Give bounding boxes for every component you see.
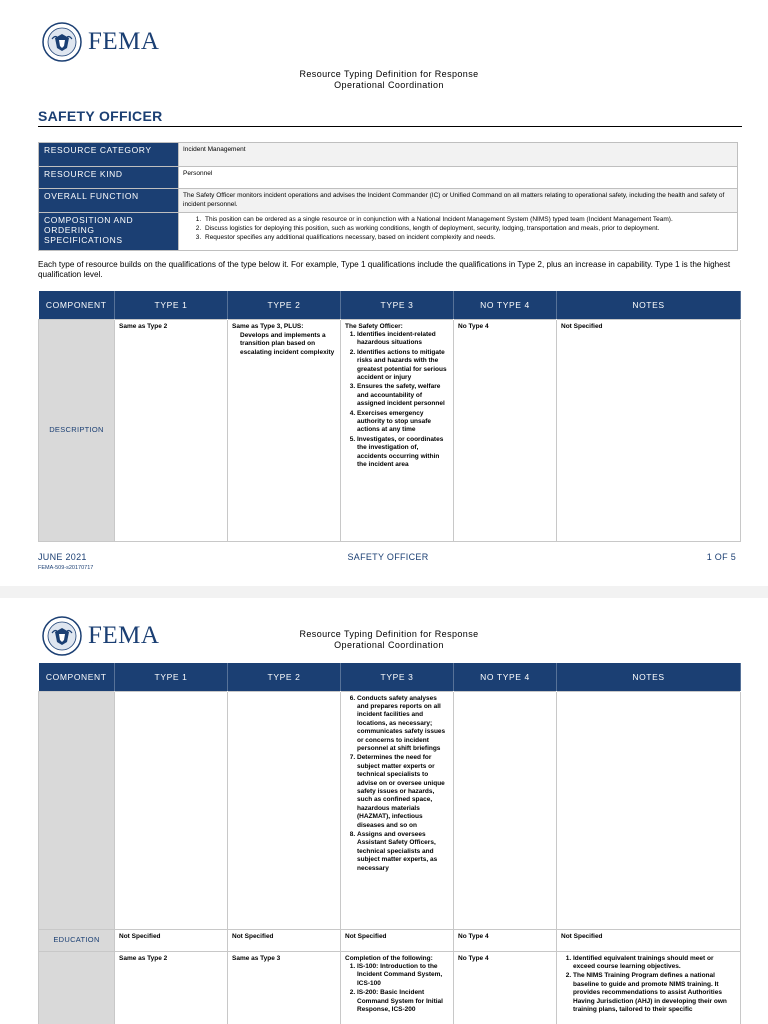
type3-item: 8. Assigns and oversees Assistant Safety Officers, technical specialists and subject matter experts, as necessary bbox=[357, 831, 449, 873]
training-item: 1. IS-100: Introduction to the Incident Command System, ICS-100 bbox=[357, 963, 449, 988]
logo-wordmark: FEMA bbox=[88, 28, 160, 55]
education-notes: Not Specified bbox=[557, 929, 741, 951]
type3-item: 1. Identifies incident-related hazardous situations bbox=[357, 331, 449, 348]
col-header-component: COMPONENT bbox=[39, 291, 115, 319]
summary-table bbox=[38, 142, 738, 251]
description-continued-type2 bbox=[228, 691, 341, 929]
col-header-notes: NOTES bbox=[557, 663, 741, 691]
overall-function-value: The Safety Officer monitors incident operations and advises the Incident Commander (IC) or Unified Command on all matters relating to operational safety, including the health and safety of incident personnel. bbox=[179, 189, 738, 213]
training-note: 1. Identified equivalent trainings should meet or exceed course learning objectives. bbox=[573, 955, 736, 972]
col-header-type4: NO TYPE 4 bbox=[454, 663, 557, 691]
education-component: EDUCATION bbox=[39, 929, 115, 951]
description-component: DESCRIPTION bbox=[39, 319, 115, 542]
training-component bbox=[39, 951, 115, 1024]
description-type1: Same as Type 2 bbox=[115, 319, 228, 542]
description-continued-row bbox=[39, 691, 741, 929]
col-header-type1: TYPE 1 bbox=[115, 291, 228, 319]
header-line-1: Resource Typing Definition for Response bbox=[299, 69, 479, 79]
education-type4: No Type 4 bbox=[454, 929, 557, 951]
description-continued-type4 bbox=[454, 691, 557, 929]
footer-code: FEMA-509-s20170717 bbox=[38, 565, 94, 571]
education-type2: Not Specified bbox=[228, 929, 341, 951]
description-type2 bbox=[228, 319, 341, 542]
type3-item: 5. Investigates, or coordinates the investigation of, accidents occurring within the incident area bbox=[357, 436, 449, 470]
dhs-seal-icon bbox=[42, 22, 82, 62]
composition-item: 1. This position can be ordered as a single resource or in conjunction with a National Incident Management System (NIMS) typed team (Incident Management Team). bbox=[203, 215, 733, 224]
training-type4: No Type 4 bbox=[454, 951, 557, 1024]
training-item: 2. IS-200: Basic Incident Command System for Initial Response, ICS-200 bbox=[357, 989, 449, 1014]
description-continued-component bbox=[39, 691, 115, 929]
description-type4: No Type 4 bbox=[454, 319, 557, 542]
col-header-type3: TYPE 3 bbox=[341, 291, 454, 319]
resource-category-label: RESOURCE CATEGORY bbox=[39, 143, 179, 167]
resource-kind-value: Personnel bbox=[179, 167, 738, 189]
type3-item: 6. Conducts safety analyses and prepares reports on all incident facilities and locations, as necessary; communicates safety issues or concerns to incident personnel at shift briefings bbox=[357, 695, 449, 754]
logo-wordmark: FEMA bbox=[88, 622, 160, 649]
intro-paragraph: Each type of resource builds on the qualifications of the type below it. For example, Type 1 qualifications include the qualifications in Type 2, plus an increase in capability. Type 1 is the highest qualification level. bbox=[38, 260, 731, 279]
description-row bbox=[39, 319, 741, 542]
header-title bbox=[0, 629, 768, 651]
description-type3 bbox=[341, 319, 454, 542]
composition-label-line-1: COMPOSITION AND bbox=[44, 215, 134, 225]
type2-text: Develops and implements a transition plan based on escalating incident complexity bbox=[240, 331, 335, 356]
education-type3: Not Specified bbox=[341, 929, 454, 951]
type2-lead: Same as Type 3, PLUS: bbox=[232, 322, 304, 330]
type3-item: 2. Identifies actions to mitigate risks and hazards with the greatest potential for serious accident or injury bbox=[357, 349, 449, 383]
composition-value bbox=[179, 213, 738, 251]
resource-kind-row bbox=[39, 167, 738, 189]
col-header-notes: NOTES bbox=[557, 291, 741, 319]
composition-row bbox=[39, 213, 738, 251]
page-2 bbox=[0, 598, 768, 1024]
resource-category-row bbox=[39, 143, 738, 167]
description-continued-type3 bbox=[341, 691, 454, 929]
header-title bbox=[0, 69, 768, 91]
col-header-type2: TYPE 2 bbox=[228, 291, 341, 319]
training-type3 bbox=[341, 951, 454, 1024]
header-line-2: Operational Coordination bbox=[334, 640, 444, 650]
header-line-2: Operational Coordination bbox=[334, 80, 444, 90]
composition-item: 2. Discuss logistics for deploying this position, such as working conditions, length of deployment, security, lodging, transportation and meals, prior to deployment. bbox=[203, 224, 733, 233]
type3-item: 3. Ensures the safety, welfare and accountability of assigned incident personnel bbox=[357, 383, 449, 408]
type-table-page-1 bbox=[38, 291, 741, 542]
description-continued-notes bbox=[557, 691, 741, 929]
training-note: 2. The NIMS Training Program defines a national baseline to guide and promote NIMS training. It provides recommendations to assist Authorities Having Jurisdiction (AHJ) in developing their own training plans, tailored to their specific bbox=[573, 972, 736, 1014]
type3-item: 7. Determines the need for subject matter experts or technical specialists to advise on or oversee unique safety issues or hazards, such as confined space, hazardous materials (HAZMAT), infectious diseases and so on bbox=[357, 754, 449, 830]
footer-center: SAFETY OFFICER bbox=[347, 552, 429, 562]
training-type2: Same as Type 3 bbox=[228, 951, 341, 1024]
overall-function-row bbox=[39, 189, 738, 213]
overall-function-label: OVERALL FUNCTION bbox=[39, 189, 179, 213]
resource-kind-label: RESOURCE KIND bbox=[39, 167, 179, 189]
type-table-page-2 bbox=[38, 663, 741, 1024]
type3-item: 4. Exercises emergency authority to stop unsafe actions at any time bbox=[357, 410, 449, 435]
composition-item: 3. Requestor specifies any additional qualifications necessary, based on incident complexity and needs. bbox=[203, 233, 733, 242]
training-type1: Same as Type 2 bbox=[115, 951, 228, 1024]
description-notes: Not Specified bbox=[557, 319, 741, 542]
description-continued-type1 bbox=[115, 691, 228, 929]
training-notes bbox=[557, 951, 741, 1024]
resource-category-value: Incident Management bbox=[179, 143, 738, 167]
col-header-type4: NO TYPE 4 bbox=[454, 291, 557, 319]
page-title: SAFETY OFFICER bbox=[38, 108, 163, 124]
title-divider bbox=[38, 126, 742, 127]
col-header-type3: TYPE 3 bbox=[341, 663, 454, 691]
education-row bbox=[39, 929, 741, 951]
composition-label bbox=[39, 213, 179, 251]
table-header-row bbox=[39, 663, 741, 691]
footer-page-number: 1 OF 5 bbox=[706, 552, 736, 562]
training-row bbox=[39, 951, 741, 1024]
col-header-component: COMPONENT bbox=[39, 663, 115, 691]
footer-date: JUNE 2021 bbox=[38, 552, 87, 562]
fema-logo bbox=[42, 22, 159, 62]
header-line-1: Resource Typing Definition for Response bbox=[299, 629, 479, 639]
type3-lead: The Safety Officer: bbox=[345, 322, 403, 330]
education-type1: Not Specified bbox=[115, 929, 228, 951]
composition-label-line-2: ORDERING SPECIFICATIONS bbox=[44, 225, 123, 245]
col-header-type2: TYPE 2 bbox=[228, 663, 341, 691]
col-header-type1: TYPE 1 bbox=[115, 663, 228, 691]
table-header-row bbox=[39, 291, 741, 319]
training-type3-lead: Completion of the following: bbox=[345, 954, 433, 962]
